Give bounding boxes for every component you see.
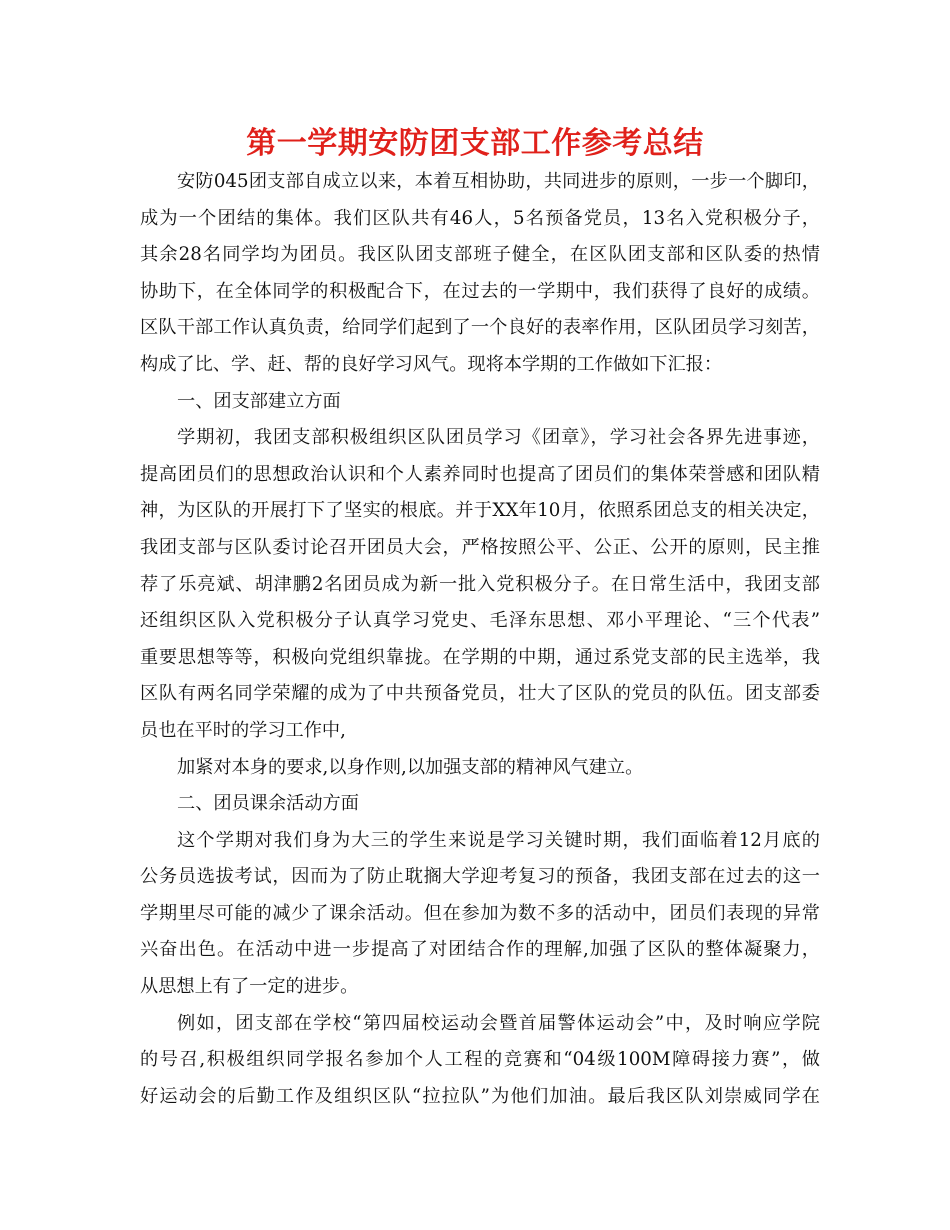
paragraph-line: 好运动会的后勤工作及组织区队“拉拉队”为他们加油。最后我区队刘崇威同学在 — [140, 1085, 820, 1107]
paragraph-line: 学期初，我团支部积极组织区队团员学习《团章》，学习社会各界先进事迹， — [177, 427, 820, 449]
paragraph-line: 协助下，在全体同学的积极配合下，在过去的一学期中，我们获得了良好的成绩。 — [140, 280, 820, 302]
paragraph-line: 这个学期对我们身为大三的学生来说是学习关键时期，我们面临着12月底的 — [177, 829, 820, 851]
paragraph-line: 区队有两名同学荣耀的成为了中共预备党员，壮大了区队的党员的队伍。团支部委 — [140, 683, 820, 705]
section-heading: 一、团支部建立方面 — [177, 390, 341, 412]
paragraph-line: 加紧对本身的要求,以身作则,以加强支部的精神风气建立。 — [177, 756, 644, 778]
paragraph-line: 从思想上有了一定的进步。 — [140, 976, 359, 998]
paragraph-line: 公务员选拔考试，因而为了防止耽搁大学迎考复习的预备，我团支部在过去的这一 — [140, 866, 820, 888]
document-body — [140, 164, 820, 1115]
paragraph-line: 还组织区队入党积极分子认真学习党史、毛泽东思想、邓小平理论、“三个代表” — [140, 610, 820, 632]
paragraph-line: 其余28名同学均为团员。我区队团支部班子健全，在区队团支部和区队委的热情 — [140, 244, 820, 266]
paragraph-line: 荐了乐亮斌、胡津鹏2名团员成为新一批入党积极分子。在日常生活中，我团支部 — [140, 573, 820, 595]
paragraph-line: 学期里尽可能的减少了课余活动。但在参加为数不多的活动中，团员们表现的异常 — [140, 902, 820, 924]
paragraph-line: 成为一个团结的集体。我们区队共有46人，5名预备党员，13名入党积极分子， — [140, 207, 820, 229]
paragraph-line: 构成了比、学、赶、帮的良好学习风气。现将本学期的工作做如下汇报： — [140, 353, 723, 375]
paragraph-line: 提高团员们的思想政治认识和个人素养同时也提高了团员们的集体荣誉感和团队精 — [140, 463, 820, 485]
section-heading: 二、团员课余活动方面 — [177, 793, 359, 815]
paragraph-line: 区队干部工作认真负责，给同学们起到了一个良好的表率作用，区队团员学习刻苦， — [140, 317, 820, 339]
paragraph-line: 员也在平时的学习工作中, — [140, 719, 346, 741]
document-title: 第一学期安防团支部工作参考总结 — [246, 126, 704, 161]
paragraph-line: 的号召,积极组织同学报名参加个人工程的竞赛和“04级100M障碍接力赛”，做 — [140, 1049, 820, 1071]
paragraph-line: 兴奋出色。在活动中进一步提高了对团结合作的理解,加强了区队的整体凝聚力， — [140, 939, 820, 961]
paragraph-line: 神，为区队的开展打下了坚实的根底。并于XX年10月，依照系团总支的相关决定， — [140, 500, 820, 522]
paragraph-line: 重要思想等等，积极向党组织靠拢。在学期的中期，通过系党支部的民主选举，我 — [140, 646, 820, 668]
paragraph-line: 安防045团支部自成立以来，本着互相协助，共同进步的原则，一步一个脚印， — [177, 171, 820, 192]
paragraph-line: 我团支部与区队委讨论召开团员大会，严格按照公平、公正、公开的原则，民主推 — [140, 536, 820, 558]
paragraph-line: 例如，团支部在学校“第四届校运动会暨首届警体运动会”中，及时响应学院 — [177, 1012, 820, 1034]
